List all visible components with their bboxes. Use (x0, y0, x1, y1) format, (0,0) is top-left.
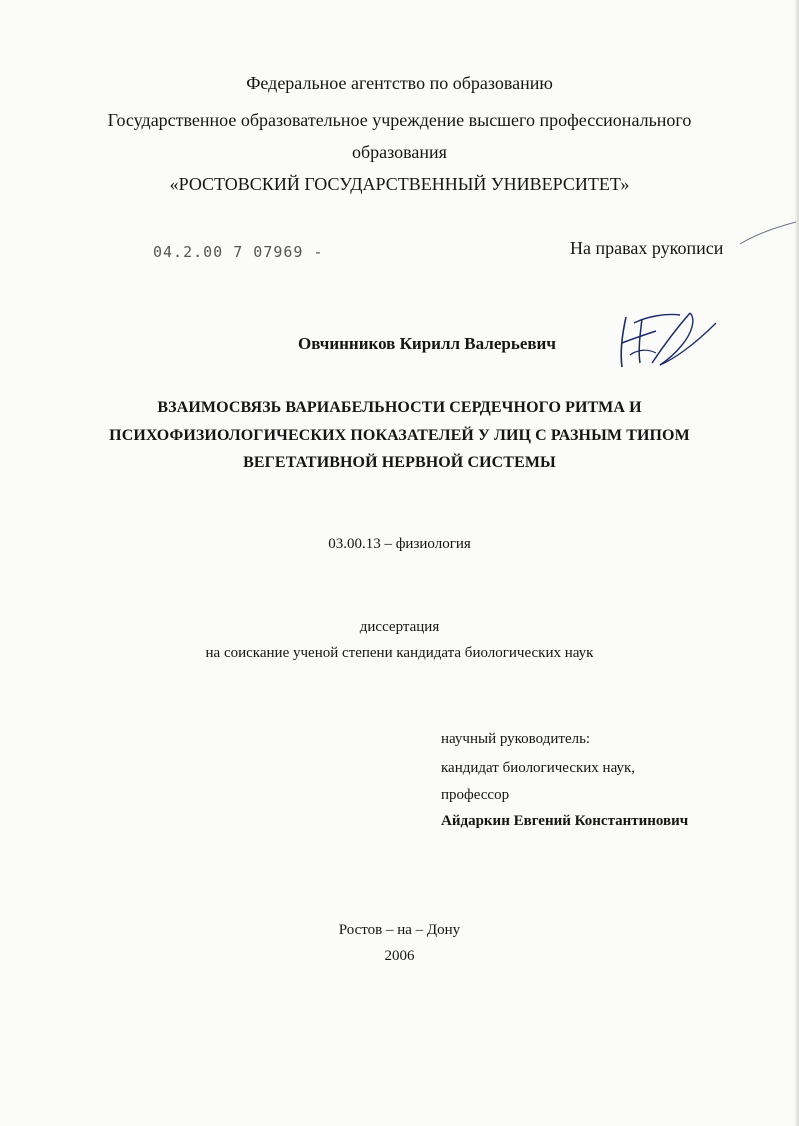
advisor-name: Айдаркин Евгений Константинович (441, 813, 689, 829)
specialty-code: 03.00.13 – физиология (328, 536, 471, 552)
advisor-degree: кандидат биологических наук, (441, 760, 635, 776)
degree-line: на соискание ученой степени кандидата биологических наук (205, 645, 594, 661)
thesis-title-line-1: ВЗАИМОСВЯЗЬ ВАРИАБЕЛЬНОСТИ СЕРДЕЧНОГО РИТМА И (157, 399, 642, 416)
pen-stroke-mark (738, 218, 798, 248)
signature-image (612, 305, 722, 375)
university-name: «РОСТОВСКИЙ ГОСУДАРСТВЕННЫЙ УНИВЕРСИТЕТ» (169, 174, 630, 194)
advisor-rank: профессор (441, 787, 510, 803)
year: 2006 (384, 948, 415, 964)
library-stamp-number: 04.2.00 7 07969 - (153, 243, 324, 261)
author-name: Овчинников Кирилл Валерьевич (298, 334, 556, 353)
thesis-title-line-3: ВЕГЕТАТИВНОЙ НЕРВНОЙ СИСТЕМЫ (243, 454, 556, 471)
advisor-label: научный руководитель: (441, 731, 591, 747)
city: Ростов – на – Дону (338, 922, 461, 938)
thesis-title-line-2: ПСИХОФИЗИОЛОГИЧЕСКИХ ПОКАЗАТЕЛЕЙ У ЛИЦ С РАЗНЫМ ТИПОМ (109, 427, 690, 444)
rights-label: На правах рукописи (570, 238, 724, 258)
institution-line-2: образования (352, 142, 447, 162)
institution-line-1: Государственное образовательное учреждение высшего профессионального (107, 110, 692, 130)
agency-line: Федеральное агентство по образованию (246, 73, 553, 93)
work-type: диссертация (359, 619, 440, 635)
